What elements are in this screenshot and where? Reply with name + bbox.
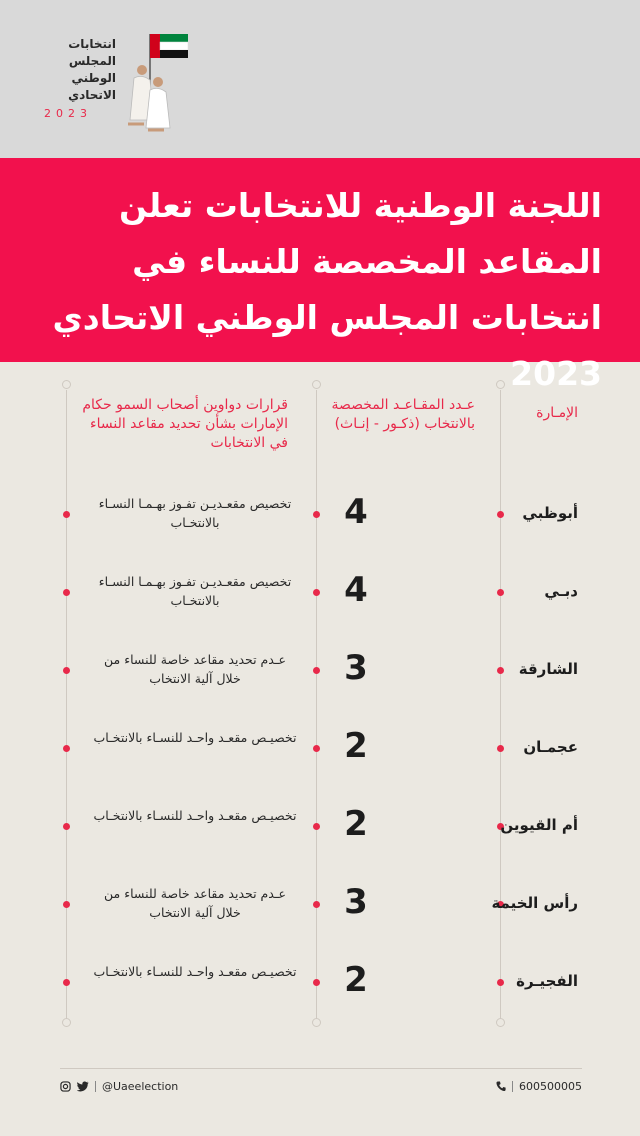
emirate-name: دبـي — [544, 582, 578, 600]
line-start-ring — [496, 380, 505, 389]
seat-count: 4 — [344, 492, 368, 532]
footer-contact — [496, 1080, 582, 1093]
column-line-emirate — [500, 390, 501, 1022]
seat-count: 3 — [344, 648, 368, 688]
emirate-name: رأس الخيمة — [491, 894, 578, 912]
logo-line: المجلس — [68, 54, 116, 68]
decision-text: تخصيص مقعـديـن تفـوز بهـمـا النسـاء بالانتخـاب — [98, 574, 292, 608]
line-end-ring — [62, 1018, 71, 1027]
seats-dot — [313, 823, 320, 830]
phone-icon — [496, 1081, 506, 1092]
seats-dot — [313, 979, 320, 986]
logo-line: الوطني — [71, 71, 116, 85]
emirate-name: عجمـان — [523, 738, 578, 756]
line-end-ring — [312, 1018, 321, 1027]
column-line-seats — [316, 390, 317, 1022]
line-start-ring — [312, 380, 321, 389]
header — [0, 0, 640, 158]
decision-dot — [63, 511, 70, 518]
decision-dot — [63, 667, 70, 674]
page-title: اللجنة الوطنية للانتخابات تعلن المقاعد المخصصة للنساء في انتخابات المجلس الوطني الاتحادي 2023 — [52, 186, 602, 393]
title-banner — [0, 158, 640, 393]
seats-dot — [313, 901, 320, 908]
seat-count: 4 — [344, 570, 368, 610]
footer-separator — [95, 1081, 96, 1092]
logo-line: الاتحادي — [68, 88, 116, 102]
seats-dot — [313, 511, 320, 518]
emirate-name: أبوظبي — [522, 504, 578, 522]
emirate-name: الشارقة — [518, 660, 578, 678]
phone-number[interactable]: 600500005 — [519, 1080, 582, 1093]
decision-text: تخصيـص مقعـد واحـد للنسـاء بالانتخـاب — [93, 964, 297, 979]
column-header-seats: عـدد المقـاعـد المخصصة بالانتخاب (ذكـور - إنـاث) — [331, 397, 475, 432]
decision-text: تخصيص مقعـديـن تفـوز بهـمـا النسـاء بالانتخـاب — [98, 496, 292, 530]
twitter-icon[interactable] — [77, 1081, 89, 1092]
decision-dot — [63, 745, 70, 752]
emirate-name: الفجيـرة — [516, 972, 578, 990]
seats-dot — [313, 589, 320, 596]
logo-flag-figures-icon — [120, 30, 192, 134]
seat-count: 3 — [344, 882, 368, 922]
seats-dot — [313, 667, 320, 674]
column-line-decisions — [66, 390, 67, 1022]
line-start-ring — [62, 380, 71, 389]
decision-text: عـدم تحديد مقاعد خاصة للنساء من خلال آلية الانتخاب — [104, 652, 286, 686]
emirate-name: أم القيوين — [500, 816, 578, 834]
line-end-ring — [496, 1018, 505, 1027]
seat-count: 2 — [344, 726, 368, 766]
decision-text: عـدم تحديد مقاعد خاصة للنساء من خلال آلية الانتخاب — [104, 886, 286, 920]
logo-line: انتخابات — [68, 37, 116, 51]
footer-separator — [512, 1081, 513, 1092]
decision-dot — [63, 589, 70, 596]
social-handle[interactable]: @Uaeelection — [102, 1080, 179, 1093]
decision-dot — [63, 901, 70, 908]
footer-divider — [60, 1068, 582, 1069]
column-header-emirate: الإمـارة — [536, 405, 578, 421]
decision-text: تخصيـص مقعـد واحـد للنسـاء بالانتخـاب — [93, 730, 297, 745]
decision-dot — [63, 979, 70, 986]
seat-count: 2 — [344, 804, 368, 844]
decision-dot — [63, 823, 70, 830]
column-header-decisions: قرارات دواوين أصحاب السمو حكام الإمارات بشأن تحديد مقاعد النساء في الانتخابات — [82, 397, 288, 451]
logo-text — [44, 36, 116, 122]
instagram-icon[interactable] — [60, 1081, 71, 1092]
seat-count: 2 — [344, 960, 368, 1000]
decision-text: تخصيـص مقعـد واحـد للنسـاء بالانتخـاب — [93, 808, 297, 823]
logo-year: 2023 — [44, 107, 92, 120]
seats-dot — [313, 745, 320, 752]
footer-social — [60, 1080, 178, 1093]
